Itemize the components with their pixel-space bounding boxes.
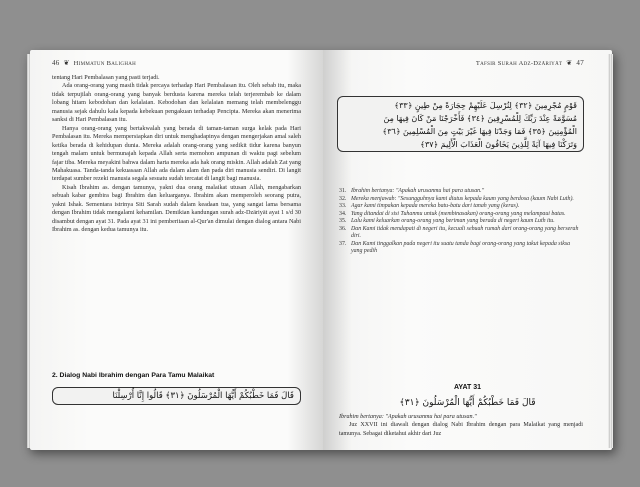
translation-item — [339, 196, 579, 204]
verse-number: 34. — [339, 210, 347, 217]
translation-item — [339, 211, 579, 219]
open-book — [30, 44, 612, 456]
right-page-edges — [608, 54, 613, 448]
verse-number: 36. — [339, 225, 347, 232]
verse-translation: Lalu kami keluarkan orang-orang yang beriman yang berada di negeri kaum Luth itu. — [351, 218, 555, 225]
arabic-verse-box — [52, 387, 301, 405]
paragraph: Hanya orang-orang yang bertakwalah yang berada di taman-taman surga kelak pada Hari Pembalasan itu. Mereka mempersiapkan diri untuk menghadapinya dengan mengerjakan amal saleh ketika berada di kehidupan dunia. Mereka adalah orang-orang yang sedikit tidur karena banyun tengah malam untuk bermunajah kepada Allah serta memohon ampunan di waktu pagi sebelum fajar tiba. Mereka meyakini bahwa dalam harta mereka ada hak orang miskin. Allah adalah Zat yang Mahakuasa. Tanda-tanda kekuasaan Allah ada dalam alam dan pada diri manusia sendiri. Di langit terdapat sumber rezeki manusia segala sesuatu sudah tercatat di langit bagi manusia. — [52, 124, 301, 183]
verse-number: 33. — [339, 203, 347, 210]
translation-item — [339, 218, 579, 226]
ayat-translation: Ibrahim bertanya: "Apakah urusanmu hai para utusan." — [339, 414, 477, 420]
arabic-verse-line: وَتَرَكْنَا فِيهَا آيَةً لِلَّذِينَ يَخَافُونَ الْعَذَابَ الْأَلِيمَ ﴿٣٧﴾ — [420, 140, 577, 149]
paragraph: Ada orang-orang yang masih tidak percaya terhadap Hari Pembalasan itu. Oleh sebab itu, maka tidak terpujilah orang-orang yang banyak berdusta karena mereka telah terjerembab ke dalam lobang hitam kebodohan dan kelalaian. Kebodohan dan kelalaian memang telah membelenggu manusia sejak dahulu kala kepada kebekuan pengakuan terhadap Pencipta. Mereka akan menerima sanksi di Hari Pembalasan itu. — [52, 82, 301, 124]
verse-translation: Dan Kami tinggalkan pada negeri itu suatu tanda bagi orang-orang yang takut kepada siksa yang pedih — [351, 240, 571, 255]
paragraph: Kisah Ibrahim as. dengan tamunya, yakni dua orang malaikat utusan Allah, mengabarkan sebuah kabar gembira bagi Ibrahim dan keluarganya. Ibrahim akan memperoleh seorang putra, yakni Ishak. Sementara istrinya Siti Sarah sudah dalam keadaan tua, yang sangat lama bersama dengan Ibrahim tidak mengalami kehamilan. Demikian kandungan surah adz-Dzāriyāt ayat 1 s/d 30 disambut dengan ayat 31. Pada ayat 31 ini pemberitaan al-Qur'an dimulai dengan dialog antara Nabi Ibrahim as. dengan kedua tamunya itu. — [52, 183, 301, 234]
verse-translation: Dan Kami tidak mendapati di negeri itu, kecuali sebuah rumah dari orang-orang yang berserah diri. — [351, 225, 579, 240]
verse-translation: Ibrahim bertanya: "Apakah urusanmu hai para utusan." — [351, 188, 485, 194]
verse-translation: Mereka menjawab: "Sesungguhnya kami diutus kepada kaum yang berdosa (kaum Nabi Luth). — [351, 195, 574, 202]
arabic-verse-line: الْمُؤْمِنِينَ ﴿٣٥﴾ فَمَا وَجَدْنَا فِيهَا غَيْرَ بَيْتٍ مِنَ الْمُسْلِمِينَ ﴿٣٦﴾ — [382, 127, 577, 136]
arabic-verse-line: قَالَ فَمَا خَطْبُكُمْ أَيُّهَا الْمُرْسَلُونَ ﴿٣١﴾ قَالُوا إِنَّا أُرْسِلْنَا — [112, 391, 294, 401]
ayat-heading: AYAT 31 — [454, 384, 481, 391]
ornament-icon: ❦ — [566, 59, 573, 67]
ayat-arabic-text: قَالَ فَمَا خَطْبُكُمْ أَيُّهَا الْمُرْسَلُونَ ﴿٣١﴾ — [399, 398, 536, 408]
verse-translation: Agar kami timpakan kepada mereka batu-batu dari tanah yang (keras). — [351, 203, 520, 210]
arabic-verses-box — [337, 96, 584, 152]
left-running-title: Himmatun Balighah — [73, 60, 137, 67]
left-body-text — [52, 74, 301, 235]
right-page — [323, 50, 612, 450]
right-running-title: Tafsir Surah Adz-Dzāriyāt — [475, 60, 563, 67]
translation-item — [339, 188, 579, 196]
ornament-icon: ❦ — [63, 59, 70, 67]
arabic-verse-line: مُسَوَّمَةً عِنْدَ رَبِّكَ لِلْمُسْرِفِينَ ﴿٣٤﴾ فَأَخْرَجْنَا مَنْ كَانَ فِيهَا مِنَ — [383, 114, 577, 123]
right-page-number: 47 — [576, 59, 584, 67]
translation-item — [339, 226, 579, 241]
verse-number: 31. — [339, 188, 347, 194]
section-heading: 2. Dialog Nabi Ibrahim dengan Para Tamu Malaikat — [52, 372, 215, 379]
right-body-text — [339, 413, 583, 438]
paragraph: tentang Hari Pembalasan yang pasti terjadi. — [52, 74, 160, 81]
verse-translation: Yang ditandai di sisi Tuhanmu untuk (membinasakan) orang-orang yang melampaui batas. — [351, 210, 566, 217]
paragraph: Juz XXVII ini diawali dengan dialog Nabi Ibrahim dengan para Malaikat yang menjadi tamunya. Sebagai diketahui akhir dari Juz — [339, 422, 583, 437]
translation-item — [339, 203, 579, 211]
left-page-number: 46 — [52, 59, 60, 67]
left-page — [30, 50, 323, 450]
arabic-verse-line: قَوْمٍ مُجْرِمِينَ ﴿٣٢﴾ لِنُرْسِلَ عَلَيْهِمْ حِجَارَةً مِنْ طِينٍ ﴿٣٣﴾ — [394, 101, 577, 110]
verse-number: 35. — [339, 218, 347, 225]
verse-number: 37. — [339, 240, 347, 247]
verse-translations — [339, 188, 579, 256]
verse-number: 32. — [339, 195, 347, 202]
right-page-header — [476, 59, 584, 67]
left-page-header — [52, 59, 136, 67]
translation-item — [339, 241, 579, 256]
